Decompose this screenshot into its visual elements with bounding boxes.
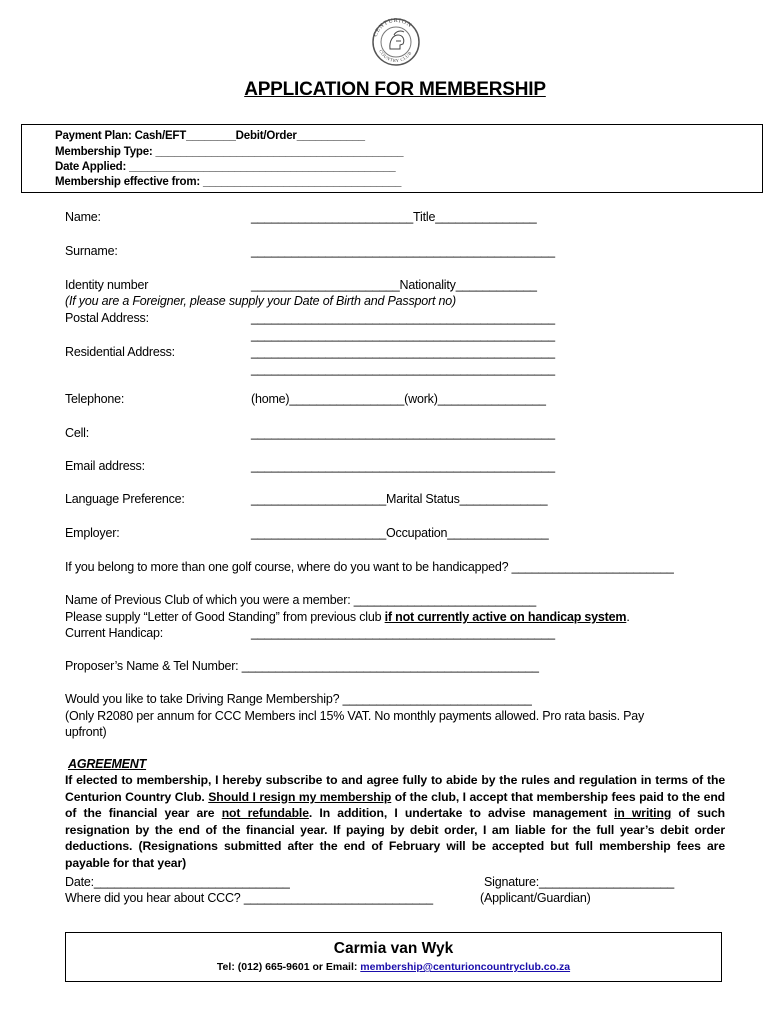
residential-label: Residential Address: [65,345,175,359]
page-title: APPLICATION FOR MEMBERSHIP [244,79,546,100]
logo-ring-bottom: COUNTRY CLUB [378,48,413,64]
payment-plan-line[interactable]: Payment Plan: Cash/EFT________Debit/Order___________ [55,130,365,142]
postal-line-1[interactable]: _____________________________________________ [251,311,555,325]
contact-tel: Tel: (012) 665-9601 or Email: [216,961,361,973]
logo-ring-top: CENTURION [372,17,413,38]
employer-field[interactable]: ____________________Occupation_______________ [251,526,549,540]
identity-field[interactable]: ______________________Nationality____________ [251,278,537,292]
name-label: Name: [65,210,101,224]
previous-club-field[interactable]: Name of Previous Club of which you were a member: ___________________________ [65,593,537,607]
email-label: Email address: [65,459,145,473]
employer-label: Employer: [65,526,120,540]
effective-from-line[interactable]: Membership effective from: ________________________________ [55,176,402,188]
contact-email-link[interactable]: membership@centurioncountryclub.co.za [360,961,571,973]
cell-label: Cell: [65,426,90,440]
language-label: Language Preference: [65,492,185,506]
contact-line [66,961,721,973]
residential-line-1[interactable]: _____________________________________________ [251,345,555,359]
driving-range-note-2: upfront) [65,725,107,739]
contact-box [65,932,722,982]
postal-label: Postal Address: [65,311,149,325]
surname-field[interactable]: _____________________________________________ [251,244,555,258]
date-applied-line[interactable]: Date Applied: ___________________________________________ [55,161,396,173]
language-field[interactable]: ____________________Marital Status_____________ [251,492,548,506]
foreigner-note: (If you are a Foreigner, please supply your Date of Birth and Passport no) [65,294,456,308]
helmet-icon [390,31,404,49]
name-field[interactable]: ________________________Title_______________ [251,210,537,224]
email-field[interactable]: _____________________________________________ [251,459,555,473]
identity-label: Identity number [65,278,149,292]
postal-line-2[interactable]: _____________________________________________ [251,328,555,342]
cell-field[interactable]: _____________________________________________ [251,426,555,440]
proposer-field[interactable]: Proposer’s Name & Tel Number: ____________________________________________ [65,659,539,673]
agreement-text: If elected to membership, I hereby subscribe to and agree fully to abide by the rules and regulation in terms of the Centurion Country Club. Should I resign my membership of the club, I accept that membership fees paid to the end of the financial year are not refundable. In addition, I undertake to advise management in writing of such resignation by the end of the financial year. If paying by debit order, I am liable for the full year’s debit order deductions. (Resignations submitted after the end of February will be accepted but full membership fees are payable for that year) [65,773,726,870]
date-field[interactable]: Date:_____________________________ [65,875,290,889]
driving-range-field[interactable]: Would you like to take Driving Range Membership? ____________________________ [65,692,532,706]
agreement-heading: AGREEMENT [68,757,147,771]
golf-handicap-question[interactable]: If you belong to more than one golf course, where do you want to be handicapped? ________________________ [65,560,674,574]
hear-about-field[interactable]: Where did you hear about CCC? ____________________________ [65,891,433,905]
good-standing-note: Please supply “Letter of Good Standing” from previous club if not currently active on handicap system. [65,610,630,624]
telephone-field[interactable]: (home)_________________(work)________________ [251,392,546,406]
signature-field[interactable]: Signature:____________________ [484,875,675,889]
handicap-field[interactable]: _____________________________________________ [251,626,555,640]
driving-range-note-1: (Only R2080 per annum for CCC Members incl 15% VAT. No monthly payments allowed. Pro rata basis. Pay [65,709,645,723]
membership-type-line[interactable]: Membership Type: ________________________________________ [55,146,404,158]
payment-plan-box [21,124,763,193]
contact-name: Carmia van Wyk [333,940,454,957]
applicant-guardian-label: (Applicant/Guardian) [480,891,591,905]
residential-line-2[interactable]: _____________________________________________ [251,362,555,376]
centurion-logo [366,17,426,67]
telephone-label: Telephone: [65,392,125,406]
handicap-label: Current Handicap: [65,626,164,640]
surname-label: Surname: [65,244,118,258]
